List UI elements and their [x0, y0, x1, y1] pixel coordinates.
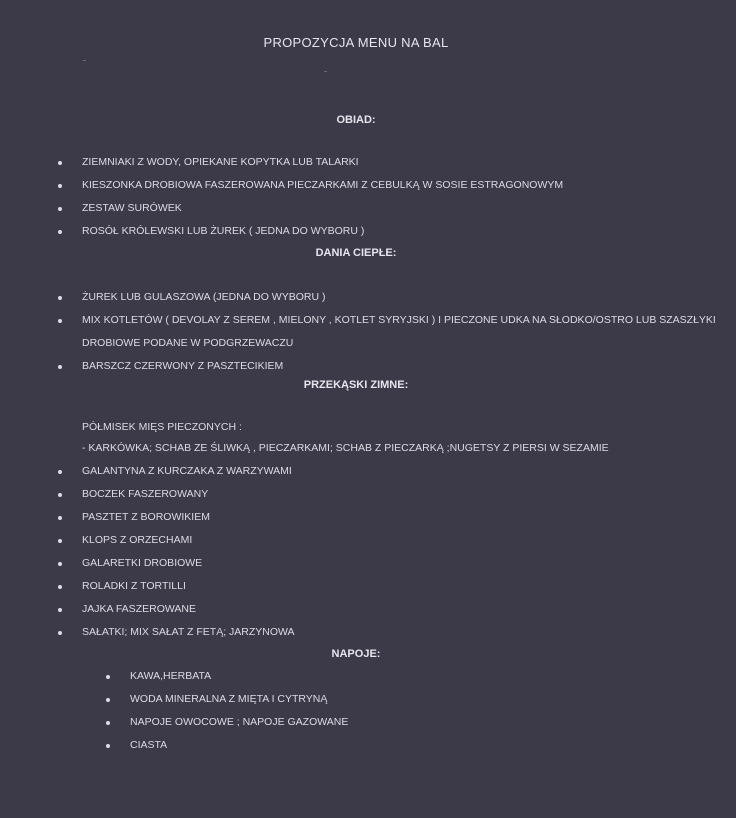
bullet-dot-icon — [106, 698, 110, 702]
list-item — [82, 552, 295, 575]
list-item-text: SAŁATKI; MIX SAŁAT Z FETĄ; JARZYNOWA — [82, 626, 295, 638]
section-heading-przekaski: PRZEKĄSKI ZIMNE: — [303, 379, 409, 391]
list-item — [130, 734, 348, 757]
list-item-continuation: DROBIOWE PODANE W PODGRZEWACZU — [82, 337, 294, 349]
list-item-text: KAWA,HERBATA — [130, 670, 212, 682]
list-item-text: ROSÓŁ KRÓLEWSKI LUB ŻUREK ( JEDNA DO WYBORU ) — [82, 225, 365, 237]
list-item — [82, 151, 563, 174]
list-item-text: MIX KOTLETÓW ( DEVOLAY Z SEREM , MIELONY , KOTLET SYRYJSKI ) I PIECZONE UDKA NA SŁODKO/OSTRO LUB SZASZŁYKI — [82, 314, 716, 326]
bullet-dot-icon — [58, 230, 62, 234]
bullet-dot-icon — [58, 585, 62, 589]
list-item-text: ROLADKI Z TORTILLI — [82, 580, 186, 592]
list-item — [82, 355, 716, 378]
bullet-dot-icon — [58, 207, 62, 211]
list-item — [82, 598, 295, 621]
bullet-dot-icon — [106, 744, 110, 748]
list-item — [82, 286, 716, 309]
list-item-text: PASZTET Z BOROWIKIEM — [82, 511, 210, 523]
list-item — [82, 220, 563, 243]
list-item — [82, 483, 295, 506]
bullet-dot-icon — [58, 184, 62, 188]
bullet-dot-icon — [58, 319, 62, 323]
list-item-text: BOCZEK FASZEROWANY — [82, 488, 209, 500]
list-item-text: ZIEMNIAKI Z WODY, OPIEKANE KOPYTKA LUB TALARKI — [82, 156, 359, 168]
list-item — [82, 575, 295, 598]
list-item-text: ZESTAW SURÓWEK — [82, 202, 182, 214]
list-item — [82, 174, 563, 197]
platter-description: - KARKÓWKA; SCHAB ZE ŚLIWKĄ , PIECZARKAMI; SCHAB Z PIECZARKĄ ;NUGETSY Z PIERSI W SEZAMIE — [82, 442, 609, 454]
list-item — [82, 309, 716, 355]
list-item-text: ŻUREK LUB GULASZOWA (JEDNA DO WYBORU ) — [82, 291, 326, 303]
section-heading-dania-cieple: DANIA CIEPŁE: — [315, 247, 397, 259]
list-item-text: BARSZCZ CZERWONY Z PASZTECIKIEM — [82, 360, 284, 372]
bullet-dot-icon — [106, 721, 110, 725]
page-title: PROPOZYCJA MENU NA BAL — [263, 35, 449, 50]
list-item-text: GALARETKI DROBIOWE — [82, 557, 203, 569]
list-item — [82, 621, 295, 644]
bullet-dot-icon — [58, 470, 62, 474]
list-item-text: WODA MINERALNA Z MIĘTA I CYTRYNĄ — [130, 693, 328, 705]
list-item-text: KIESZONKA DROBIOWA FASZEROWANA PIECZARKAMI Z CEBULKĄ W SOSIE ESTRAGONOWYM — [82, 179, 564, 191]
przekaski-list — [82, 460, 295, 644]
section-heading-napoje: NAPOJE: — [331, 648, 381, 660]
list-item-text: NAPOJE OWOCOWE ; NAPOJE GAZOWANE — [130, 716, 349, 728]
list-item — [130, 711, 348, 734]
section-heading-obiad: OBIAD: — [336, 114, 376, 126]
dania-cieple-list — [82, 286, 716, 378]
bullet-dot-icon — [58, 562, 62, 566]
list-item — [130, 688, 348, 711]
napoje-list — [130, 665, 348, 757]
list-item — [82, 460, 295, 483]
bullet-dot-icon — [58, 608, 62, 612]
bullet-dot-icon — [58, 365, 62, 369]
list-item-text: CIASTA — [130, 739, 168, 751]
list-item-text: JAJKA FASZEROWANE — [82, 603, 196, 615]
list-item — [82, 506, 295, 529]
list-item-text: GALANTYNA Z KURCZAKA Z WARZYWAMI — [82, 465, 292, 477]
list-item — [82, 529, 295, 552]
platter-title: PÓŁMISEK MIĘS PIECZONYCH : — [82, 421, 242, 433]
obiad-list — [82, 151, 563, 243]
bullet-dot-icon — [58, 516, 62, 520]
list-item-text: KLOPS Z ORZECHAMI — [82, 534, 193, 546]
bullet-dot-icon — [106, 675, 110, 679]
stray-mark — [83, 60, 86, 61]
list-item — [130, 665, 348, 688]
bullet-dot-icon — [58, 631, 62, 635]
bullet-dot-icon — [58, 161, 62, 165]
bullet-dot-icon — [58, 493, 62, 497]
list-item — [82, 197, 563, 220]
bullet-dot-icon — [58, 296, 62, 300]
stray-mark — [324, 71, 327, 72]
bullet-dot-icon — [58, 539, 62, 543]
